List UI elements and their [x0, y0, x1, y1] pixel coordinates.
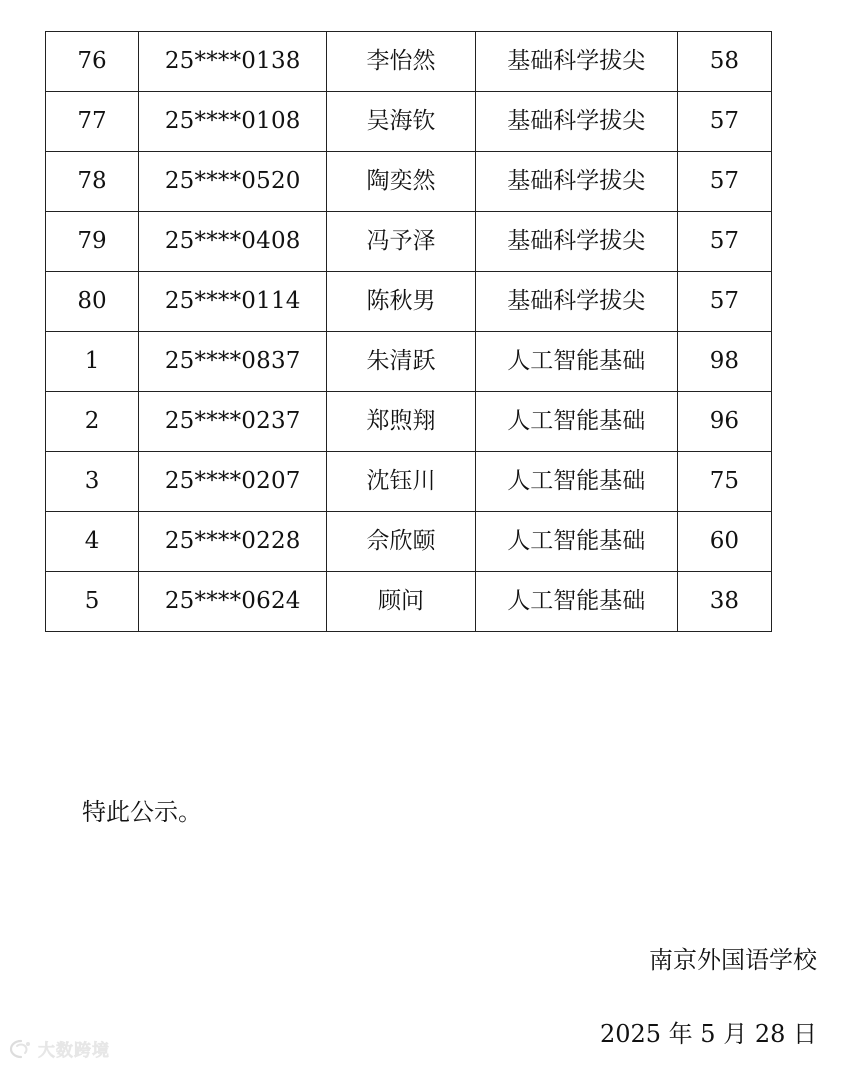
table-row [46, 392, 772, 452]
id-cell: 25****0207 [139, 452, 327, 512]
rank-cell: 77 [46, 92, 139, 152]
id-cell: 25****0408 [139, 212, 327, 272]
table-row [46, 512, 772, 572]
name-cell: 沈钰川 [327, 452, 475, 512]
id-cell: 25****0237 [139, 392, 327, 452]
score-cell: 58 [677, 32, 771, 92]
track-cell: 基础科学拔尖 [475, 212, 677, 272]
notice-date: 2025 年 5 月 28 日 [599, 1020, 817, 1048]
table-row [46, 212, 772, 272]
track-cell: 基础科学拔尖 [475, 152, 677, 212]
score-cell: 96 [677, 392, 771, 452]
track-cell: 基础科学拔尖 [475, 92, 677, 152]
table-row [46, 452, 772, 512]
rank-cell: 79 [46, 212, 139, 272]
name-cell: 郑煦翔 [327, 392, 475, 452]
watermark-text: 大数跨境 [38, 1041, 110, 1061]
id-cell: 25****0138 [139, 32, 327, 92]
score-cell: 38 [677, 572, 771, 632]
table-row [46, 32, 772, 92]
rank-cell: 76 [46, 32, 139, 92]
score-cell: 75 [677, 452, 771, 512]
score-cell: 57 [677, 152, 771, 212]
track-cell: 人工智能基础 [475, 512, 677, 572]
id-cell: 25****0624 [139, 572, 327, 632]
results-table [45, 31, 772, 632]
rank-cell: 3 [46, 452, 139, 512]
watermark [8, 1036, 110, 1061]
track-cell: 基础科学拔尖 [475, 32, 677, 92]
id-cell: 25****0108 [139, 92, 327, 152]
rank-cell: 5 [46, 572, 139, 632]
score-cell: 60 [677, 512, 771, 572]
table-row [46, 332, 772, 392]
track-cell: 人工智能基础 [475, 452, 677, 512]
name-cell: 陈秋男 [327, 272, 475, 332]
track-cell: 人工智能基础 [475, 392, 677, 452]
rank-cell: 4 [46, 512, 139, 572]
score-cell: 57 [677, 92, 771, 152]
id-cell: 25****0520 [139, 152, 327, 212]
rank-cell: 80 [46, 272, 139, 332]
track-cell: 人工智能基础 [475, 332, 677, 392]
rank-cell: 78 [46, 152, 139, 212]
score-cell: 57 [677, 212, 771, 272]
rank-cell: 1 [46, 332, 139, 392]
notice-text: 特此公示。 [82, 798, 202, 826]
score-cell: 57 [677, 272, 771, 332]
id-cell: 25****0114 [139, 272, 327, 332]
name-cell: 李怡然 [327, 32, 475, 92]
table-row [46, 152, 772, 212]
name-cell: 顾问 [327, 572, 475, 632]
id-cell: 25****0837 [139, 332, 327, 392]
score-cell: 98 [677, 332, 771, 392]
name-cell: 佘欣颐 [327, 512, 475, 572]
id-cell: 25****0228 [139, 512, 327, 572]
table-row [46, 272, 772, 332]
watermark-logo-icon [8, 1038, 34, 1060]
name-cell: 冯予泽 [327, 212, 475, 272]
rank-cell: 2 [46, 392, 139, 452]
name-cell: 吴海钦 [327, 92, 475, 152]
name-cell: 朱清跃 [327, 332, 475, 392]
track-cell: 基础科学拔尖 [475, 272, 677, 332]
table-row [46, 572, 772, 632]
name-cell: 陶奕然 [327, 152, 475, 212]
table-row [46, 92, 772, 152]
track-cell: 人工智能基础 [475, 572, 677, 632]
school-name: 南京外国语学校 [649, 946, 817, 974]
